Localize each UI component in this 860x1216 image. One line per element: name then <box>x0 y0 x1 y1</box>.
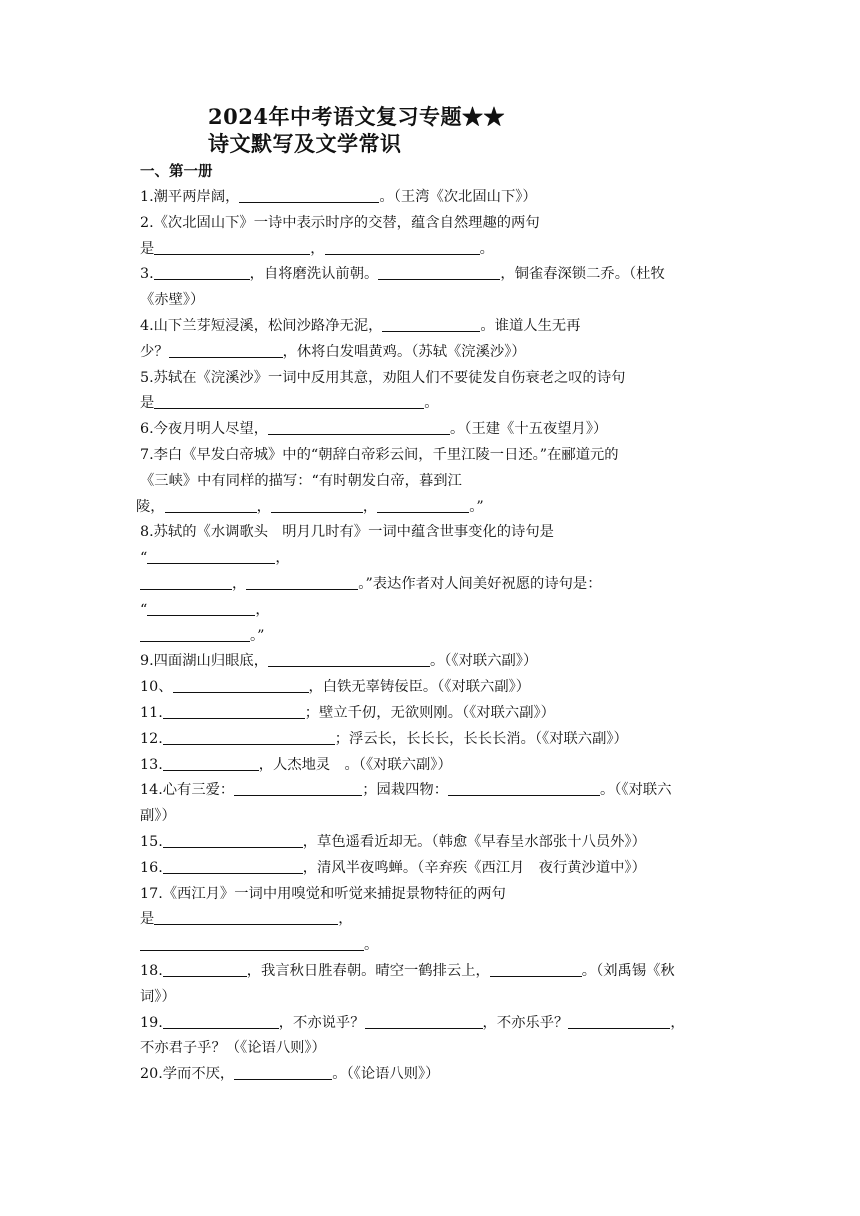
question-line-21: 11. ；壁立千仞，无欲则刚。（《对联六副》） <box>140 701 740 727</box>
question-line-22: 12. ；浮云长，长长长，长长长消。（《对联六副》） <box>140 727 740 753</box>
answer-blank[interactable] <box>173 676 309 693</box>
answer-blank[interactable] <box>163 960 247 977</box>
question-line-16: ， 。”表达作者对人间美好祝愿的诗句是： <box>140 572 740 598</box>
question-line-3: 是 ， 。 <box>140 237 740 263</box>
answer-blank[interactable] <box>234 1063 332 1080</box>
question-line-32: 词》） <box>140 988 176 1005</box>
question-line-29: 是 ， <box>140 907 740 933</box>
question-line-25: 副》） <box>140 808 176 825</box>
question-line-9: 是 。 <box>140 391 740 417</box>
answer-blank[interactable] <box>169 341 283 358</box>
question-line-10: 6.今夜月明人尽望， 。（王建《十五夜望月》） <box>140 417 740 443</box>
answer-blank[interactable] <box>163 1012 279 1029</box>
answer-blank[interactable] <box>271 496 363 513</box>
answer-blank[interactable] <box>154 392 424 409</box>
answer-blank[interactable] <box>163 857 303 874</box>
question-line-12: 《三峡》中有同样的描写：“有时朝发白帝，暮到江 <box>140 472 462 489</box>
question-line-26: 15. ，草色遥看近却无。（韩愈《早春呈水部张十八员外》） <box>140 830 740 856</box>
answer-blank[interactable] <box>154 908 338 925</box>
answer-blank[interactable] <box>140 573 232 590</box>
answer-blank[interactable] <box>378 263 500 280</box>
question-line-27: 16. ，清风半夜鸣蝉。（辛弃疾《西江月 夜行黄沙道中》） <box>140 856 740 882</box>
answer-blank[interactable] <box>163 728 335 745</box>
question-line-33: 19. ，不亦说乎？ ，不亦乐乎？ ， <box>140 1011 740 1037</box>
question-line-30: 。 <box>140 933 740 959</box>
question-line-31: 18. ，我言秋日胜春朝。晴空一鹤排云上， 。（刘禹锡《秋 <box>140 959 740 985</box>
answer-blank[interactable] <box>448 779 600 796</box>
question-line-20: 10、 ，白铁无辜铸佞臣。（《对联六副》） <box>140 675 740 701</box>
question-line-23: 13. ，人杰地灵 。（《对联六副》） <box>140 753 740 779</box>
answer-blank[interactable] <box>246 573 358 590</box>
question-line-8: 5.苏轼在《浣溪沙》一词中反用其意，劝阻人们不要徒发自伤衰老之叹的诗句 <box>140 369 626 386</box>
answer-blank[interactable] <box>154 238 310 255</box>
question-line-14: 8.苏轼的《水调歌头 明月几时有》一词中蕴含世事变化的诗句是 <box>140 524 554 541</box>
question-line-35: 20.学而不厌， 。（《论语八则》） <box>140 1062 740 1088</box>
answer-blank[interactable] <box>490 960 582 977</box>
question-line-17: “ ， <box>140 598 740 624</box>
answer-blank[interactable] <box>163 702 305 719</box>
question-line-13: 陵， ， ， 。” <box>136 495 740 521</box>
question-line-19: 9.四面湖山归眼底， 。（《对联六副》） <box>140 649 740 675</box>
answer-blank[interactable] <box>140 934 364 951</box>
answer-blank[interactable] <box>163 831 303 848</box>
answer-blank[interactable] <box>365 1012 483 1029</box>
answer-blank[interactable] <box>268 418 450 435</box>
answer-blank[interactable] <box>568 1012 670 1029</box>
section-heading: 一、第一册 <box>140 164 213 180</box>
question-line-34: 不亦君子乎？（《论语八则》） <box>140 1040 326 1057</box>
answer-blank[interactable] <box>234 779 362 796</box>
question-line-5: 《赤壁》） <box>140 292 205 309</box>
question-line-28: 17.《西江月》一词中用嗅觉和听觉来捕捉景物特征的两句 <box>140 885 506 902</box>
answer-blank[interactable] <box>165 496 257 513</box>
page-subtitle: 诗文默写及文学常识 <box>208 131 402 156</box>
page-title: 2024年中考语文复习专题★★ <box>208 104 505 129</box>
question-line-4: 3. ，自将磨洗认前朝。 ，铜雀春深锁二乔。（杜牧 <box>140 262 740 288</box>
question-line-2: 2.《次北固山下》一诗中表示时序的交替，蕴含自然理趣的两句 <box>140 214 540 231</box>
answer-blank[interactable] <box>382 315 480 332</box>
answer-blank[interactable] <box>377 496 469 513</box>
answer-blank[interactable] <box>154 263 250 280</box>
answer-blank[interactable] <box>325 238 480 255</box>
question-line-1: 1.潮平两岸阔， 。（王湾《次北固山下》） <box>140 185 740 211</box>
question-line-11: 7.李白《早发白帝城》中的“朝辞白帝彩云间，千里江陵一日还。”在郦道元的 <box>140 446 619 463</box>
question-line-18: 。” <box>140 624 740 650</box>
answer-blank[interactable] <box>147 547 275 564</box>
question-line-6: 4.山下兰芽短浸溪，松间沙路净无泥， 。谁道人生无再 <box>140 314 740 340</box>
question-list <box>136 185 740 1088</box>
question-line-24: 14.心有三爱： ；园栽四物： 。（《对联六 <box>140 778 740 804</box>
question-line-15: “ ， <box>140 546 740 572</box>
answer-blank[interactable] <box>163 754 259 771</box>
answer-blank[interactable] <box>268 650 430 667</box>
answer-blank[interactable] <box>147 599 255 616</box>
answer-blank[interactable] <box>140 625 250 642</box>
answer-blank[interactable] <box>239 186 379 203</box>
question-line-7: 少？ ，休将白发唱黄鸡。（苏轼《浣溪沙》） <box>140 340 740 366</box>
